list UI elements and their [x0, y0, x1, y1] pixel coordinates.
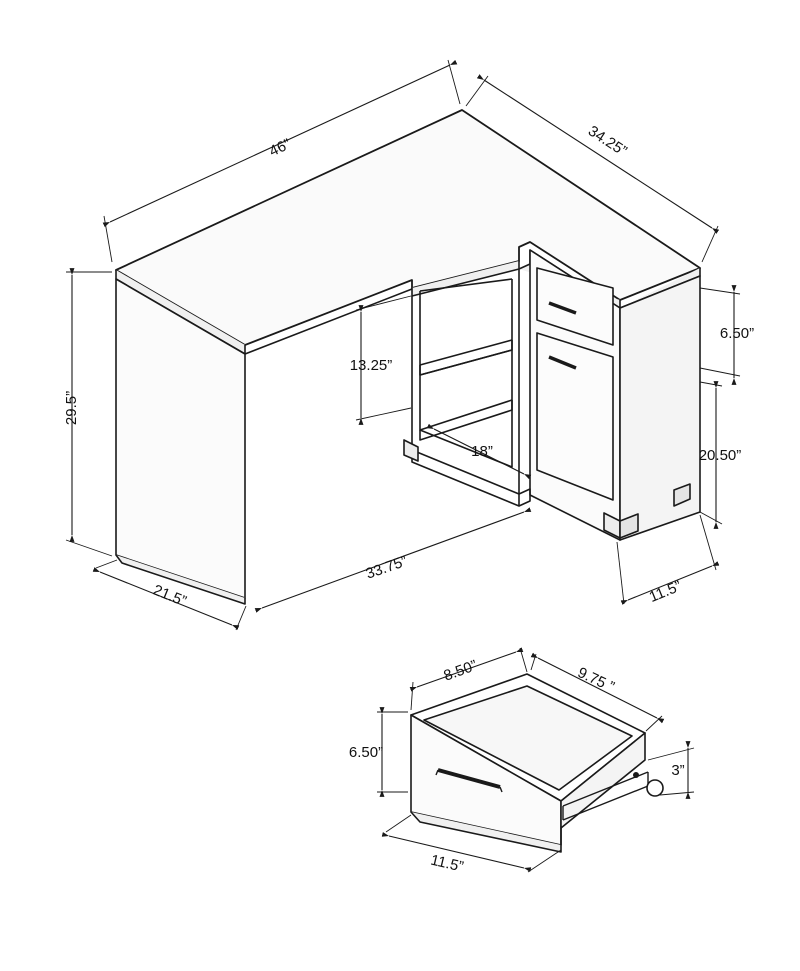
dim-drawer-width-115: 11.5”: [428, 851, 466, 876]
dim-drawer-inner-width-975: 9.75 ”: [574, 664, 617, 696]
dim-drawer-inner-depth-850: 8.50”: [441, 656, 480, 685]
dim-height-295: 29.5”: [63, 390, 80, 426]
dim-side-depth-215: 21.5”: [150, 581, 189, 611]
dim-shelf-height-1325: 13.25”: [349, 357, 393, 374]
dim-drawer-front-height-650: 6.50”: [719, 325, 755, 342]
drawer-detail-assembly: [411, 674, 663, 852]
dim-cabinet-width-115: 11.5”: [646, 577, 684, 606]
dim-width-46: 46”: [266, 135, 294, 161]
dim-shelf-width-18: 18”: [471, 443, 493, 460]
dim-front-width-3375: 33.75”: [363, 552, 410, 583]
desk-assembly: [116, 110, 700, 604]
desk-open-shelf-unit: [412, 269, 519, 494]
dim-drawer-rail-3: 3”: [671, 762, 685, 779]
dim-depth-3425: 34.25”: [584, 122, 630, 160]
dim-cabinet-height-2050: 20.50”: [698, 447, 742, 464]
dim-drawer-height-650: 6.50”: [348, 744, 384, 761]
